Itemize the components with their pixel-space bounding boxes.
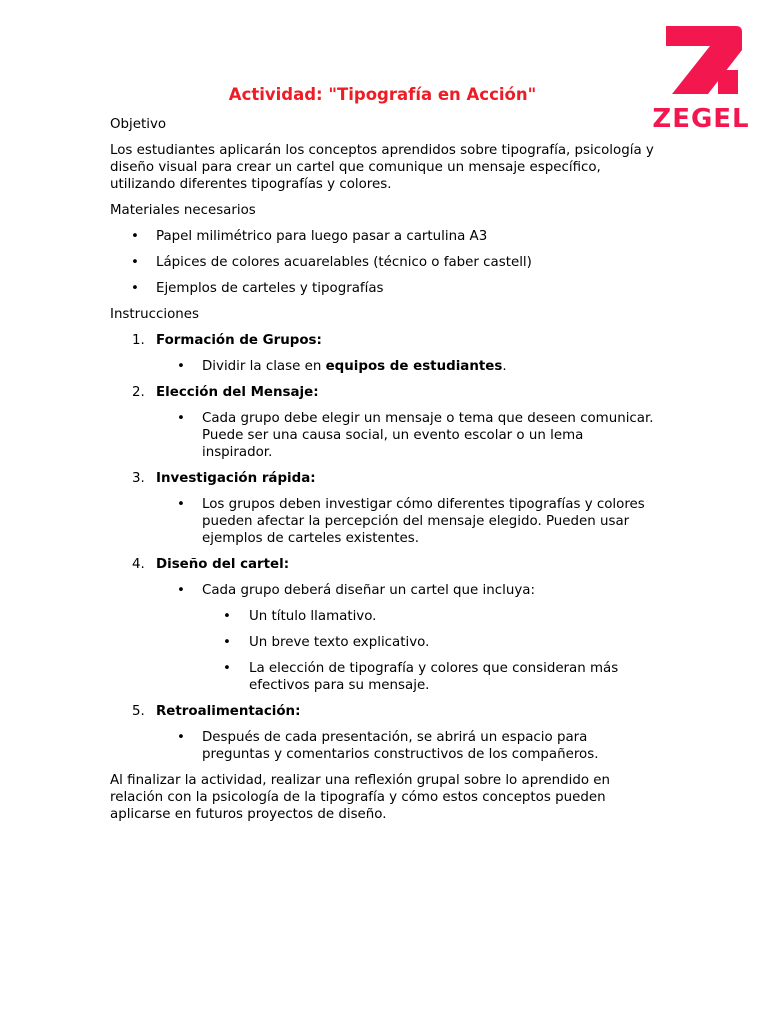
bullet-icon: •: [131, 229, 139, 244]
step-title: Retroalimentación:: [156, 704, 301, 719]
material-text: Lápices de colores acuarelables (técnico o faber castell): [156, 255, 532, 270]
step-number: 5.: [132, 704, 145, 719]
step-detail: [110, 582, 655, 599]
step-subitem: [110, 608, 655, 625]
step-detail-text: Los grupos deben investigar cómo diferentes tipografías y colores pueden afectar la percepción del mensaje elegido. Pueden usar ejemplos de carteles existentes.: [202, 497, 645, 546]
bullet-icon: •: [131, 281, 139, 296]
step-detail: [110, 410, 655, 461]
step-detail: [110, 496, 655, 547]
step-subitem-text: Un breve texto explicativo.: [249, 635, 430, 650]
instructions-heading: Instrucciones: [110, 307, 199, 322]
materials-list: [110, 228, 655, 297]
step-subitem-text: La elección de tipografía y colores que consideran más efectivos para su mensaje.: [249, 661, 619, 693]
materials-heading: Materiales necesarios: [110, 203, 256, 218]
step-detail-prefix: Dividir la clase en: [202, 359, 326, 374]
step-item: [110, 332, 655, 349]
step-detail-text: Cada grupo debe elegir un mensaje o tema que deseen comunicar. Puede ser una causa social, un evento escolar o un lema inspirador.: [202, 411, 654, 460]
list-item: [110, 228, 655, 245]
step-detail-text: Cada grupo deberá diseñar un cartel que incluya:: [202, 583, 535, 598]
step-detail-bold: equipos de estudiantes: [325, 359, 503, 374]
bullet-icon: •: [177, 730, 185, 745]
bullet-icon: •: [223, 609, 231, 624]
list-item: [110, 280, 655, 297]
bullet-icon: •: [177, 583, 185, 598]
step-number: 4.: [132, 557, 145, 572]
bullet-icon: •: [177, 411, 185, 426]
step-item: [110, 703, 655, 720]
step-item: [110, 470, 655, 487]
material-text: Papel milimétrico para luego pasar a cartulina A3: [156, 229, 488, 244]
step-item: [110, 384, 655, 401]
objective-heading: Objetivo: [110, 117, 167, 132]
closing-text: Al finalizar la actividad, realizar una reflexión grupal sobre lo aprendido en relación con la psicología de la tipografía y cómo estos conceptos pueden aplicarse en futuros proyectos de diseño.: [110, 773, 611, 822]
zegel-logo-mark-icon: [648, 24, 754, 104]
step-number: 2.: [132, 385, 145, 400]
instructions-list: [110, 332, 655, 763]
step-detail: [110, 358, 655, 375]
step-detail-text: Después de cada presentación, se abrirá un espacio para preguntas y comentarios constructivos de los compañeros.: [202, 730, 599, 762]
step-detail: [110, 729, 655, 763]
step-title: Diseño del cartel:: [156, 557, 290, 572]
page-title: Actividad: "Tipografía en Acción": [228, 85, 537, 104]
step-title: Elección del Mensaje:: [156, 385, 319, 400]
material-text: Ejemplos de carteles y tipografías: [156, 281, 384, 296]
bullet-icon: •: [177, 359, 185, 374]
step-item: [110, 556, 655, 573]
document-body: [110, 84, 655, 832]
bullet-icon: •: [223, 635, 231, 650]
bullet-icon: •: [223, 661, 231, 676]
list-item: [110, 254, 655, 271]
objective-text: Los estudiantes aplicarán los conceptos aprendidos sobre tipografía, psicología y diseño visual para crear un cartel que comunique un mensaje específico, utilizando diferentes tipografías y colores.: [110, 143, 654, 192]
step-subitem: [110, 634, 655, 651]
step-title: Formación de Grupos:: [156, 333, 322, 348]
step-title: Investigación rápida:: [156, 471, 316, 486]
step-number: 1.: [132, 333, 145, 348]
step-subitem: [110, 660, 655, 694]
step-number: 3.: [132, 471, 145, 486]
bullet-icon: •: [177, 497, 185, 512]
step-subitem-text: Un título llamativo.: [249, 609, 377, 624]
zegel-logo-text: ZEGEL: [652, 104, 750, 134]
zegel-logo: [648, 24, 754, 136]
step-detail-suffix: .: [502, 359, 507, 374]
bullet-icon: •: [131, 255, 139, 270]
